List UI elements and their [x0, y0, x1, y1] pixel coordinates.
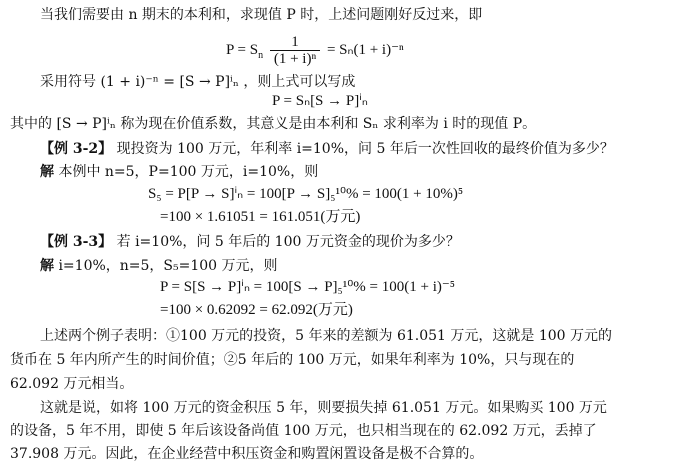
- definition-line: 其中的 [S → P]ⁱₙ 称为现在价值系数，其意义是由本利和 Sₙ 求利率为 i 时的现值 P。: [10, 116, 537, 132]
- equation-future-value: S₅ = P[P → S]ⁱₙ = 100[P → S]₅¹⁰% = 100(1 + 10%)⁵: [148, 186, 464, 202]
- paragraph-2-line-1: 这就是说，如将 100 万元的资金积压 5 年，则要损失掉 61.051 万元。如果购买 100 万元: [40, 400, 607, 416]
- equation-future-value-result: =100 × 1.61051 = 161.051(万元): [160, 209, 361, 225]
- equation-short-form: P = Sₙ[S → P]ⁱₙ: [272, 93, 368, 109]
- example-3-2-text: 现投资为 100 万元，年利率 i=10%，问 5 年后一次性回收的最终价值为多少？: [116, 141, 614, 157]
- example-3-3-label: 【例 3-3】: [40, 234, 113, 250]
- eq1-right: = Sₙ(1 + i)⁻ⁿ: [326, 42, 404, 58]
- eq1-numerator: 1: [270, 35, 320, 51]
- solution-3-2-text: 本例中 n=5，P=100 万元，i=10%，则: [58, 164, 319, 180]
- example-3-3-text: 若 i=10%，问 5 年后的 100 万元资金的现价为多少？: [116, 234, 460, 250]
- solution-3-3: [40, 257, 278, 275]
- paragraph-2-line-3: 37.908 万元。因此，在企业经营中积压资金和购置闲置设备是极不合算的。: [10, 446, 484, 462]
- notation-line: 采用符号 (1 + i)⁻ⁿ = [S → P]ⁱₙ ，则上式可以写成: [40, 74, 356, 90]
- intro-line: 当我们需要由 n 期末的本利和，求现值 P 时，上述问题刚好反过来，即: [40, 7, 483, 23]
- paragraph-1-line-3: 62.092 万元相当。: [10, 376, 134, 392]
- paragraph-2-line-2: 的设备，5 年不用，即使 5 年后该设备尚值 100 万元，也只相当现在的 62.092 万元，丢掉了: [10, 423, 597, 439]
- example-3-3: [40, 233, 460, 251]
- equation-present-value-example: P = S[S → P]ⁱₙ = 100[S → P]₅¹⁰% = 100(1 + i)⁻⁵: [160, 279, 456, 295]
- eq1-fraction: [270, 35, 320, 67]
- eq1-left: P = S: [226, 42, 259, 58]
- equation-present-value-result: =100 × 0.62092 = 62.092(万元): [160, 302, 353, 318]
- equation-present-value: [226, 32, 404, 74]
- solution-3-3-text: i=10%，n=5，S₅=100 万元，则: [58, 258, 278, 274]
- eq1-denominator: (1 + i)ⁿ: [273, 50, 317, 67]
- solution-3-3-label: 解: [40, 258, 54, 274]
- solution-3-2-label: 解: [40, 164, 54, 180]
- example-3-2-label: 【例 3-2】: [40, 141, 113, 157]
- example-3-2: [40, 140, 614, 158]
- paragraph-1-line-2: 货币在 5 年内所产生的时间价值；②5 年后的 100 万元，如果年利率为 10%，只与现在的: [10, 352, 575, 368]
- eq1-subscript: n: [258, 50, 264, 61]
- paragraph-1-line-1: 上述两个例子表明：①100 万元的投资，5 年来的差额为 61.051 万元，这就是 100 万元的: [40, 328, 613, 344]
- solution-3-2: [40, 163, 318, 181]
